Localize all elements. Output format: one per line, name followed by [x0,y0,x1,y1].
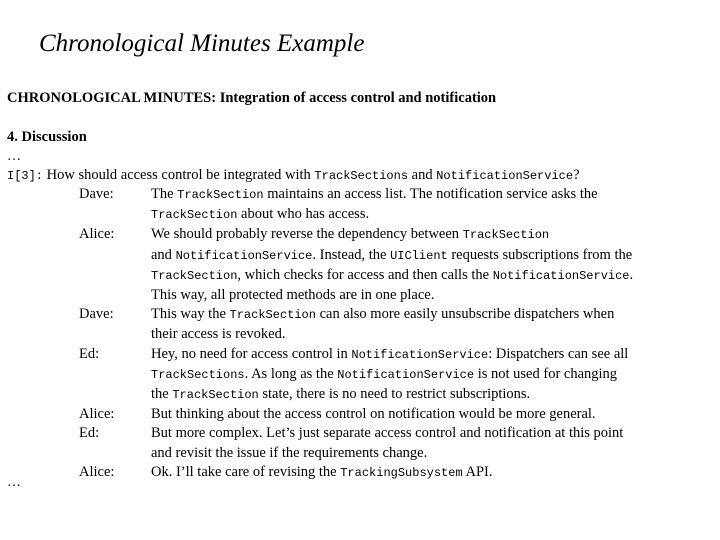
issue-text: and [408,167,437,183]
utterance-line [151,246,686,266]
utterance [151,424,686,462]
code-identifier: TrackSection [177,188,264,202]
utterance-text: requests subscriptions from the [447,246,633,263]
utterance-line [151,205,686,225]
utterance [151,305,686,344]
utterance-line [151,424,686,443]
code-identifier: TrackSection [172,388,259,403]
utterance-line [151,305,686,325]
ellipsis-bottom: … [7,475,21,490]
utterance-text: maintains an access list. The notification service asks the [263,186,598,202]
utterance [151,405,686,424]
utterance-text: about who has access. [237,206,370,223]
issue-text: ? [573,167,580,183]
ellipsis-top: … [7,149,21,164]
issue-text: How should access control be integrated with [43,167,315,183]
utterance-text: and revisit the issue if the requirements change. [151,444,428,461]
utterance-line [151,385,686,405]
utterance-text: . Instead, the [312,246,391,263]
code-identifier: TrackingSubsystem [340,465,463,480]
utterance-line [151,444,686,463]
speaker-name: Alice: [79,463,115,480]
utterance-text: state, there is no need to restrict subscriptions. [258,386,531,403]
discussion-turn [0,424,720,462]
section-heading: 4. Discussion [7,129,87,145]
utterance-text: and [151,246,176,263]
speaker-name: Dave: [79,306,114,323]
speaker-name: Dave: [79,186,114,202]
speaker-name: Alice: [79,226,115,243]
utterance-text: We should probably reverse the dependency between [151,226,463,243]
code-identifier: NotificationService [337,367,475,382]
code-identifier: TrackSection [151,268,238,283]
utterance-line [151,463,686,483]
utterance-line [151,325,686,344]
code-identifier: NotificationService [492,268,630,283]
utterance-text: , which checks for access and then calls the [237,266,493,283]
issue-label: I[3]: [7,169,44,183]
speaker-name: Ed: [79,425,100,442]
utterance-text: This way the [151,306,230,323]
discussion-turns [0,185,720,483]
utterance-text: But thinking about the access control on notification would be more general. [151,406,596,423]
issue-line [7,166,580,186]
utterance-text: This way, all protected methods are in one place. [151,287,435,304]
utterance-text: Hey, no need for access control in [151,345,352,362]
code-identifier: TrackSections [151,367,245,382]
utterance-line [151,365,686,385]
utterance-line [151,345,686,365]
utterance-text: API. [462,463,493,480]
utterance-text: : Dispatchers can see all [488,345,629,362]
utterance-text: . As long as the [244,365,338,382]
utterance-text: the [151,386,173,403]
utterance [151,345,686,406]
code-identifier: TrackSection [151,208,238,223]
minutes-heading: CHRONOLOGICAL MINUTES: Integration of access control and notification [7,90,497,106]
code-identifier: NotificationService [175,248,313,263]
utterance-text: their access is revoked. [151,326,286,343]
discussion-turn [0,463,720,483]
issue-code: NotificationService [436,169,574,183]
code-identifier: UIClient [390,248,448,263]
code-identifier: TrackSection [462,228,550,243]
code-identifier: NotificationService [351,347,489,362]
utterance-line [151,405,686,424]
discussion-turn [0,225,720,305]
utterance-line [151,225,686,245]
discussion-turn [0,345,720,406]
utterance-line [151,286,686,305]
utterance-text: . [629,266,634,283]
utterance [151,225,686,305]
utterance-text: But more complex. Let’s just separate access control and notification at this point [151,425,624,442]
utterance-line [151,185,686,205]
utterance [151,185,686,225]
utterance [151,463,686,483]
discussion-turn [0,185,720,225]
issue-code: TrackSections [314,169,409,183]
utterance-text: Ok. I’ll take care of revising the [151,463,341,480]
utterance-text: The [151,186,178,202]
speaker-name: Ed: [79,345,100,362]
utterance-line [151,266,686,286]
utterance-text: is not used for changing [474,365,618,382]
discussion-turn [0,305,720,344]
code-identifier: TrackSection [229,308,316,323]
utterance-text: can also more easily unsubscribe dispatchers when [315,306,615,323]
slide-title: Chronological Minutes Example [39,30,365,57]
discussion-turn [0,405,720,424]
speaker-name: Alice: [79,406,115,423]
